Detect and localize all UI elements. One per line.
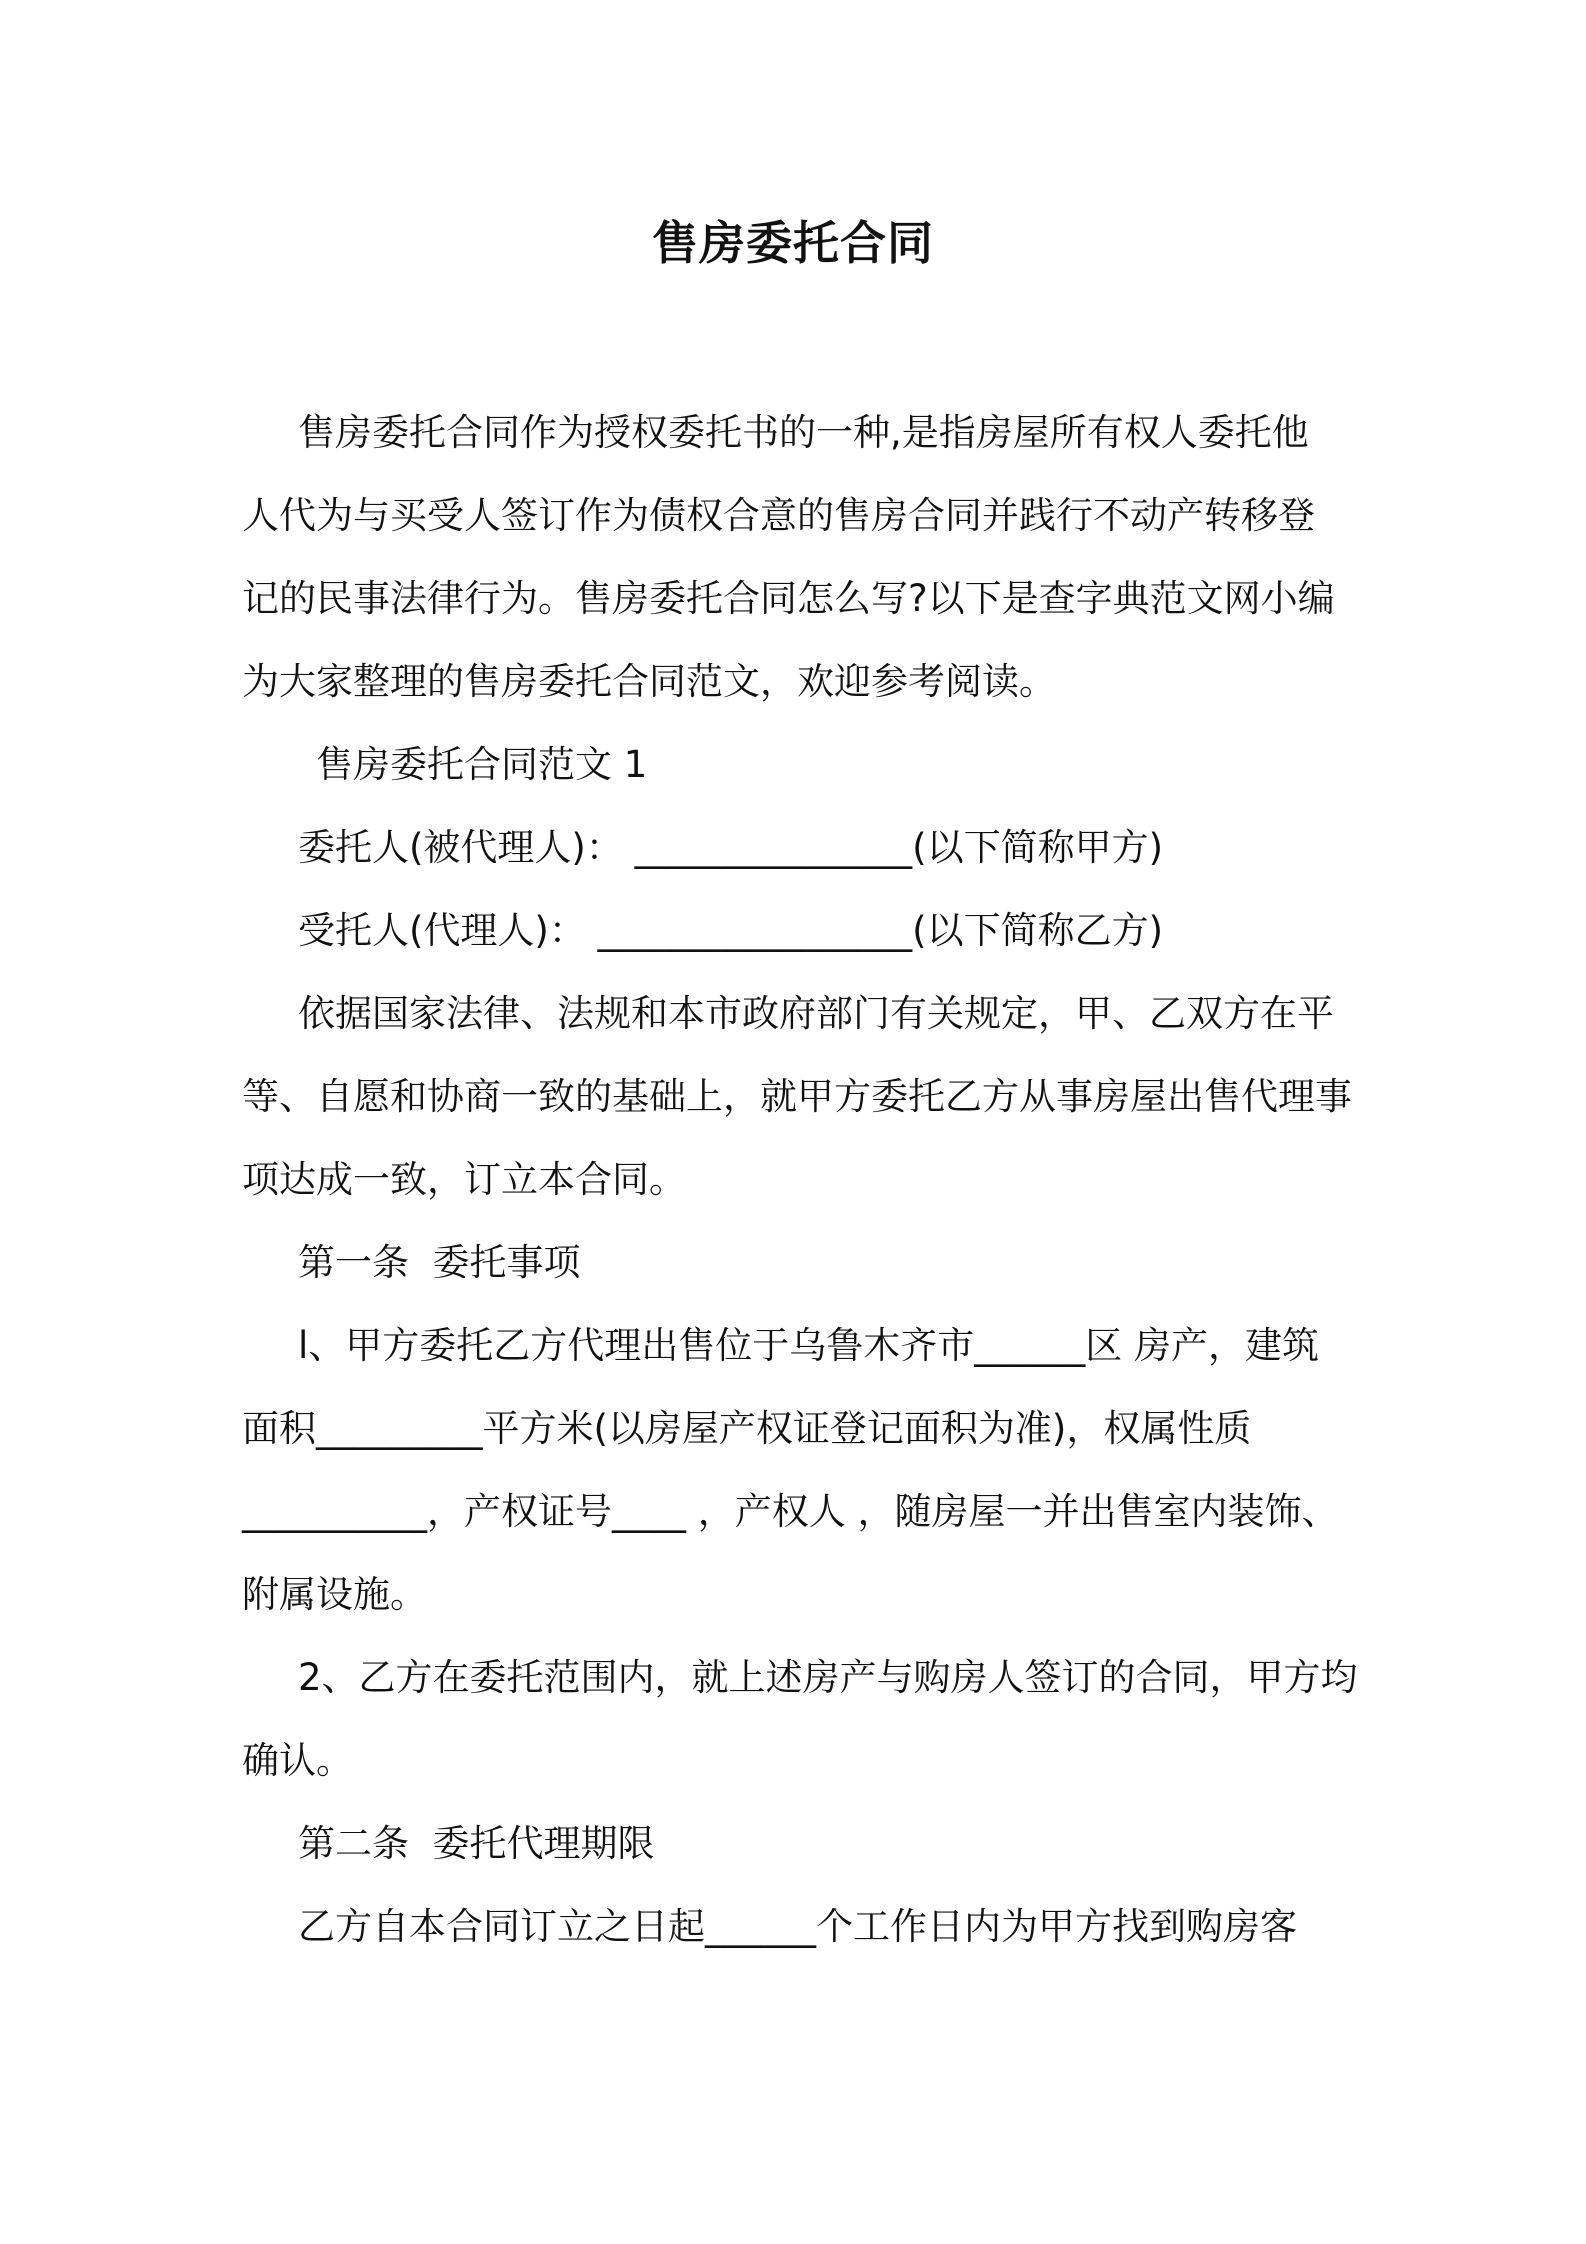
paragraph-line: 等、自愿和协商一致的基础上，就甲方委托乙方从事房屋出售代理事	[242, 1075, 1352, 1118]
paragraph-line: __________，产权证号____ ，产权人 ，随房屋一并出售室内装饰、	[242, 1490, 1339, 1533]
paragraph-line: 受托人(代理人)： _________________(以下简称乙方)	[298, 909, 1164, 952]
paragraph-line: 为大家整理的售房委托合同范文，欢迎参考阅读。	[242, 660, 1056, 703]
article-heading: 第二条 委托代理期限	[298, 1822, 655, 1865]
paragraph-line: 委托人(被代理人)： _______________(以下简称甲方)	[298, 826, 1164, 869]
article-heading: 第一条 委托事项	[298, 1241, 581, 1284]
paragraph-line: 乙方自本合同订立之日起______个工作日内为甲方找到购房客	[298, 1905, 1297, 1948]
paragraph-line: 项达成一致，订立本合同。	[242, 1158, 686, 1201]
section-heading: 售房委托合同范文 1	[316, 743, 648, 786]
paragraph-line: 面积_________平方米(以房屋产权证登记面积为准)，权属性质	[242, 1407, 1252, 1450]
paragraph-line: 售房委托合同作为授权委托书的一种,是指房屋所有权人委托他	[298, 411, 1309, 454]
paragraph-line: 依据国家法律、法规和本市政府部门有关规定，甲、乙双方在平	[298, 992, 1334, 1035]
paragraph-line: 确认。	[242, 1739, 353, 1782]
paragraph-line: l、甲方委托乙方代理出售位于乌鲁木齐市______区 房产，建筑	[298, 1324, 1320, 1367]
paragraph-line: 附属设施。	[242, 1573, 427, 1616]
document-title: 售房委托合同	[652, 216, 934, 270]
paragraph-line: 记的民事法律行为。售房委托合同怎么写?以下是查字典范文网小编	[242, 577, 1335, 620]
paragraph-line: 2、乙方在委托范围内，就上述房产与购房人签订的合同，甲方均	[298, 1656, 1358, 1699]
paragraph-line: 人代为与买受人签订作为债权合意的售房合同并践行不动产转移登	[242, 494, 1315, 537]
